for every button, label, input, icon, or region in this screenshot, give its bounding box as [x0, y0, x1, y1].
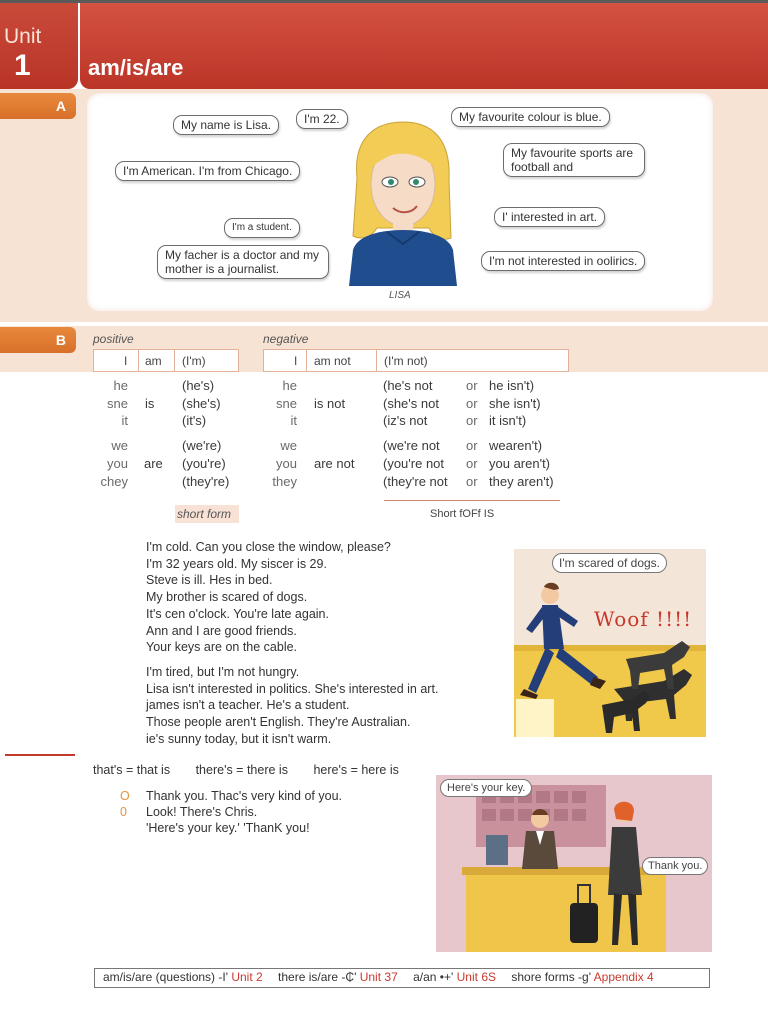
- neg-or: or: [466, 474, 478, 489]
- neg-or: or: [466, 396, 478, 411]
- example-line: ie's sunny today, but it isn't warm.: [146, 731, 332, 746]
- positive-title: positive: [93, 332, 134, 346]
- hotel-key-illustration: [436, 775, 712, 952]
- neg-pronoun: we: [280, 438, 297, 453]
- footer-link[interactable]: Unit 6S: [456, 970, 496, 984]
- example-line: Your keys are on the cable.: [146, 640, 298, 655]
- unit-tab: [0, 3, 78, 89]
- pos-pronoun: chey: [100, 474, 128, 489]
- speech-bubble-american: I'm American. I'm from Chicago.: [115, 161, 300, 181]
- footer-text: a/an •+': [413, 970, 454, 984]
- pos-head-pronoun: I: [124, 354, 128, 368]
- example-bullet: [120, 805, 257, 819]
- example-line: Those people aren't English. They're Australian.: [146, 715, 411, 730]
- pos-head-short: (I'm): [182, 354, 206, 368]
- example-line: I'm cold. Can you close the window, please?: [146, 540, 391, 554]
- neg-short-b: he isn't): [489, 378, 535, 393]
- example-line: I'm 32 years old. My siscer is 29.: [146, 556, 327, 571]
- section-divider: [0, 322, 768, 326]
- speech-bubble-student: I'm a student.: [224, 218, 300, 238]
- speech-bubble-politics: I'm not interested in oolirics.: [481, 251, 645, 271]
- woof-text: Woof !!!!: [594, 607, 693, 631]
- lisa-illustration: [345, 118, 461, 286]
- pos-pronoun: you: [107, 456, 128, 471]
- divider: [174, 350, 175, 371]
- dogs-speech-bubble: I'm scared of dogs.: [552, 553, 667, 573]
- neg-short-a: (we're not: [383, 438, 440, 453]
- page-title: am/is/are: [88, 55, 184, 80]
- neg-short-a: (you're not: [383, 456, 445, 471]
- neg-short-a: (iz's not: [383, 413, 428, 428]
- neg-short-a: (he's not: [383, 378, 433, 393]
- unit-number: 1: [14, 49, 31, 82]
- examples-block-2: [146, 664, 438, 748]
- pos-short: (we're): [182, 438, 222, 453]
- lisa-caption: LISA: [389, 290, 411, 301]
- contraction: here's = here is: [313, 763, 399, 777]
- header-band: [80, 3, 768, 89]
- neg-verb: are not: [314, 456, 355, 471]
- footer-text: am/is/are (questions) -I': [103, 970, 228, 984]
- short-form-rule: [384, 500, 560, 501]
- bullet-text: 'Here's your key.' 'ThanK you!: [146, 821, 310, 835]
- neg-pronoun: it: [290, 413, 297, 428]
- pos-pronoun: he: [113, 378, 128, 393]
- divider: [376, 350, 377, 371]
- neg-short-a: (they're not: [383, 474, 448, 489]
- example-bullet: [120, 789, 342, 803]
- footer-text: there is/are -₵': [278, 970, 357, 984]
- bullet-marker: O: [120, 789, 130, 803]
- positive-table-header: [93, 349, 239, 372]
- footer-text: shore forms -g': [511, 970, 591, 984]
- pos-short: (it's): [182, 413, 207, 428]
- pos-pronoun: we: [111, 438, 128, 453]
- pos-short: (they're): [182, 474, 230, 489]
- neg-or: or: [466, 413, 478, 428]
- speech-bubble-name: My name is Lisa.: [173, 115, 279, 135]
- pos-short: (you're): [182, 456, 226, 471]
- bullet-text: Thank you. Thac's very kind of you.: [146, 789, 343, 803]
- short-form-label: short form: [175, 505, 239, 523]
- speech-bubble-art: I' interested in art.: [494, 207, 605, 227]
- neg-pronoun: they: [272, 474, 297, 489]
- short-form-label-negative: Short fOFf IS: [430, 508, 495, 520]
- speech-bubble-sports: My favourite sports are football and: [503, 143, 645, 177]
- example-line: I'm tired, but I'm not hungry.: [146, 665, 300, 679]
- divider: [138, 350, 139, 371]
- neg-or: or: [466, 438, 478, 453]
- bullet-text: Look! There's Chris.: [146, 805, 258, 819]
- negative-title: negative: [263, 332, 309, 346]
- neg-short-b: she isn't): [489, 396, 541, 411]
- speech-bubble-parents: My facher is a doctor and my mother is a journalist.: [157, 245, 329, 279]
- neg-pronoun: sne: [276, 396, 297, 411]
- divider: [306, 350, 307, 371]
- pos-verb: is: [145, 396, 155, 411]
- neg-short-b: you aren't): [489, 456, 551, 471]
- footer-link[interactable]: Unit 2: [231, 970, 263, 984]
- section-a-tab: A: [0, 93, 76, 119]
- speech-bubble-age: I'm 22.: [296, 109, 348, 129]
- contraction: that's = that is: [93, 763, 171, 777]
- unit-word: Unit: [4, 25, 42, 48]
- pos-head-verb: am: [145, 354, 162, 368]
- pos-pronoun: it: [121, 413, 128, 428]
- neg-short-b: it isn't): [489, 413, 527, 428]
- contractions-row: [93, 763, 421, 777]
- neg-or: or: [466, 378, 478, 393]
- neg-short-a: (she's not: [383, 396, 439, 411]
- thanks-speech-bubble: Thank you.: [642, 857, 708, 875]
- example-line: Steve is ill. Hes in bed.: [146, 573, 273, 588]
- key-speech-bubble: Here's your key.: [440, 779, 532, 797]
- negative-table-header: [263, 349, 569, 372]
- pos-short: (he's): [182, 378, 215, 393]
- neg-verb: is not: [314, 396, 346, 411]
- example-line: My brother is scared of dogs.: [146, 590, 308, 605]
- section-b-tab: B: [0, 327, 76, 353]
- bullet-marker: 0: [120, 805, 127, 819]
- footer-link[interactable]: Unit 37: [359, 970, 398, 984]
- neg-head-short: (I'm not): [384, 354, 428, 368]
- neg-short-b: they aren't): [489, 474, 554, 489]
- footer-link[interactable]: Appendix 4: [593, 970, 654, 984]
- examples-block-1: [146, 539, 391, 656]
- pos-pronoun: sne: [107, 396, 128, 411]
- neg-pronoun: you: [276, 456, 297, 471]
- example-line: Lisa isn't interested in politics. She's interested in art.: [146, 681, 439, 696]
- neg-or: or: [466, 456, 478, 471]
- pos-verb: are: [144, 456, 163, 471]
- neg-short-b: wearen't): [489, 438, 543, 453]
- example-line: It's cen o'clock. You're late again.: [146, 606, 329, 621]
- section-c-rule: [5, 754, 75, 756]
- example-line: james isn't a teacher. He's a student.: [146, 698, 350, 713]
- pos-short: (she's): [182, 396, 221, 411]
- contraction: there's = there is: [195, 763, 288, 777]
- neg-head-pronoun: I: [294, 354, 298, 368]
- neg-pronoun: he: [282, 378, 297, 393]
- neg-head-verb: am not: [314, 354, 351, 368]
- speech-bubble-colour: My favourite colour is blue.: [451, 107, 610, 127]
- example-bullet: [120, 821, 310, 835]
- example-line: Ann and I are good friends.: [146, 623, 297, 638]
- dogs-illustration: [514, 549, 706, 737]
- cross-reference-bar: [94, 968, 710, 988]
